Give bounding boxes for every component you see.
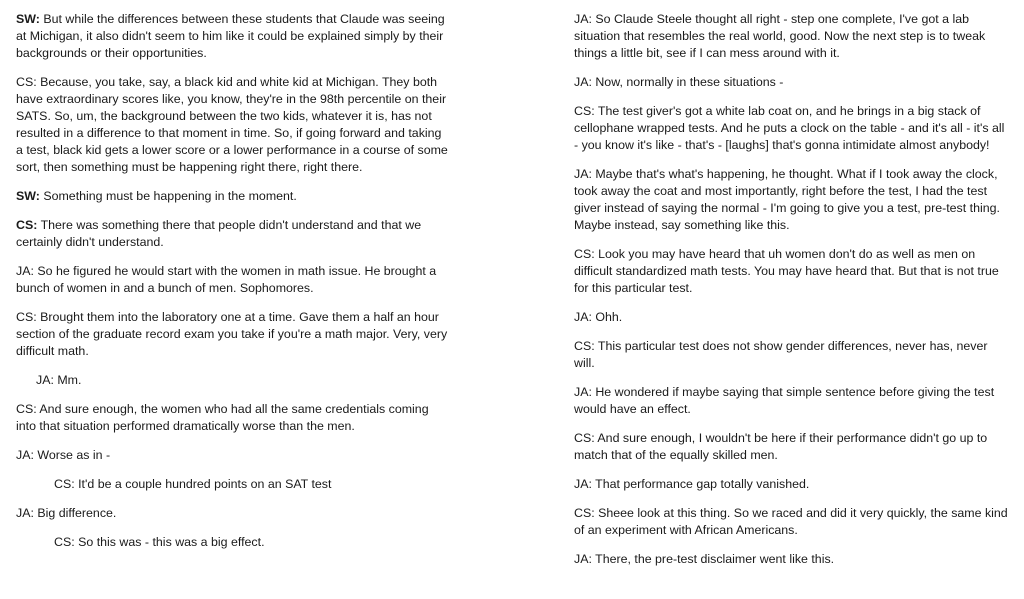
speech-text: Worse as in - [37, 448, 111, 462]
speaker-label: JA: [574, 477, 592, 491]
speaker-label: CS: [54, 535, 75, 549]
speaker-label: CS: [16, 75, 37, 89]
transcript-paragraph [574, 384, 1008, 418]
speech-text: Look you may have heard that uh women don't do as well as men on difficult standardized math tests. You may have heard that. But that is not true for this particular test. [574, 247, 999, 295]
transcript-paragraph [574, 246, 1008, 297]
speech-text: Now, normally in these situations - [595, 75, 784, 89]
speaker-label: SW: [16, 12, 40, 26]
transcript-paragraph [16, 217, 448, 251]
speaker-label: CS: [574, 104, 595, 118]
speaker-label: CS: [16, 310, 37, 324]
speaker-label: CS: [54, 477, 75, 491]
transcript-paragraph [16, 447, 448, 464]
transcript-paragraph [16, 372, 448, 389]
speech-text: It'd be a couple hundred points on an SAT test [78, 477, 332, 491]
speaker-label: CS: [574, 506, 595, 520]
speaker-label: JA: [574, 385, 592, 399]
speech-text: Maybe that's what's happening, he thought. What if I took away the clock, took away the coat and most importantly, right before the test, I had the test giver instead of saying the normal - I'm going to give you a test, pre-test thing. Maybe instead, say something like this. [574, 167, 1000, 232]
transcript-paragraph [574, 476, 1008, 493]
speech-text: And sure enough, I wouldn't be here if their performance didn't go up to match that of the equally skilled men. [574, 431, 988, 462]
speech-text: Big difference. [37, 506, 117, 520]
speaker-label: CS: [574, 339, 595, 353]
speech-text: Mm. [57, 373, 82, 387]
transcript-paragraph [16, 505, 448, 522]
speech-text: Because, you take, say, a black kid and white kid at Michigan. They both have extraordinary scores like, you know, they're in the 98th percentile on their SATS. So, um, the background between the two kids, whatever it is, has not resulted in a difference to that moment in time. So, if going forward and taking a test, black kid gets a lower score or a lower performance in a course of some sort, then something must be happening right there, right there. [16, 75, 448, 174]
transcript-paragraph [574, 309, 1008, 326]
speaker-label: JA: [574, 310, 592, 324]
transcript-paragraph [574, 103, 1008, 154]
transcript-paragraph [574, 11, 1008, 62]
speech-text: This particular test does not show gender differences, never has, never will. [574, 339, 988, 370]
speech-text: Brought them into the laboratory one at a time. Gave them a half an hour section of the graduate record exam you take if you're a math major. Very, very difficult math. [16, 310, 448, 358]
speech-text: Something must be happening in the moment. [43, 189, 297, 203]
speech-text: The test giver's got a white lab coat on, and he brings in a big stack of cellophane wrapped tests. And he puts a clock on the table - and it's all - it's all - you know it's like - that's - [laughs] that's gonna intimidate almost anybody! [574, 104, 1005, 152]
speaker-label: CS: [16, 218, 38, 232]
transcript-paragraph [16, 74, 448, 176]
speech-text: So Claude Steele thought all right - step one complete, I've got a lab situation that resembles the real world, good. Now the next step is to tweak things a little bit, see if I can mess around with it. [574, 12, 986, 60]
transcript-paragraph [574, 338, 1008, 372]
speech-text: So he figured he would start with the women in math issue. He brought a bunch of women in and a bunch of men. Sophomores. [16, 264, 437, 295]
transcript-paragraph [16, 534, 448, 551]
speech-text: Ohh. [595, 310, 623, 324]
speech-text: So this was - this was a big effect. [78, 535, 265, 549]
transcript-left-column [16, 11, 448, 563]
speaker-label: JA: [574, 552, 592, 566]
speaker-label: JA: [36, 373, 54, 387]
speaker-label: CS: [16, 402, 37, 416]
transcript-paragraph [574, 505, 1008, 539]
speech-text: But while the differences between these students that Claude was seeing at Michigan, it also didn't seem to him like it could be explained simply by their backgrounds or their opportunities. [16, 12, 445, 60]
transcript-paragraph [16, 401, 448, 435]
transcript-paragraph [574, 430, 1008, 464]
speaker-label: CS: [574, 431, 595, 445]
transcript-paragraph [16, 476, 448, 493]
transcript-paragraph [574, 166, 1008, 234]
transcript-paragraph [16, 263, 448, 297]
transcript-paragraph [574, 74, 1008, 91]
transcript-paragraph [574, 551, 1008, 568]
transcript-paragraph [16, 11, 448, 62]
speaker-label: JA: [574, 167, 592, 181]
transcript-paragraph [16, 188, 448, 205]
transcript-right-column [574, 11, 1008, 580]
speaker-label: JA: [574, 75, 592, 89]
speaker-label: JA: [16, 506, 34, 520]
speaker-label: JA: [16, 264, 34, 278]
speaker-label: JA: [16, 448, 34, 462]
speech-text: And sure enough, the women who had all the same credentials coming into that situation performed dramatically worse than the men. [16, 402, 429, 433]
speaker-label: SW: [16, 189, 40, 203]
speech-text: Sheee look at this thing. So we raced and did it very quickly, the same kind of an experiment with African Americans. [574, 506, 1008, 537]
speech-text: That performance gap totally vanished. [595, 477, 810, 491]
speech-text: He wondered if maybe saying that simple sentence before giving the test would have an effect. [574, 385, 995, 416]
speaker-label: CS: [574, 247, 595, 261]
speech-text: There was something there that people didn't understand and that we certainly didn't understand. [16, 218, 422, 249]
speaker-label: JA: [574, 12, 592, 26]
transcript-paragraph [16, 309, 448, 360]
speech-text: There, the pre-test disclaimer went like this. [595, 552, 835, 566]
